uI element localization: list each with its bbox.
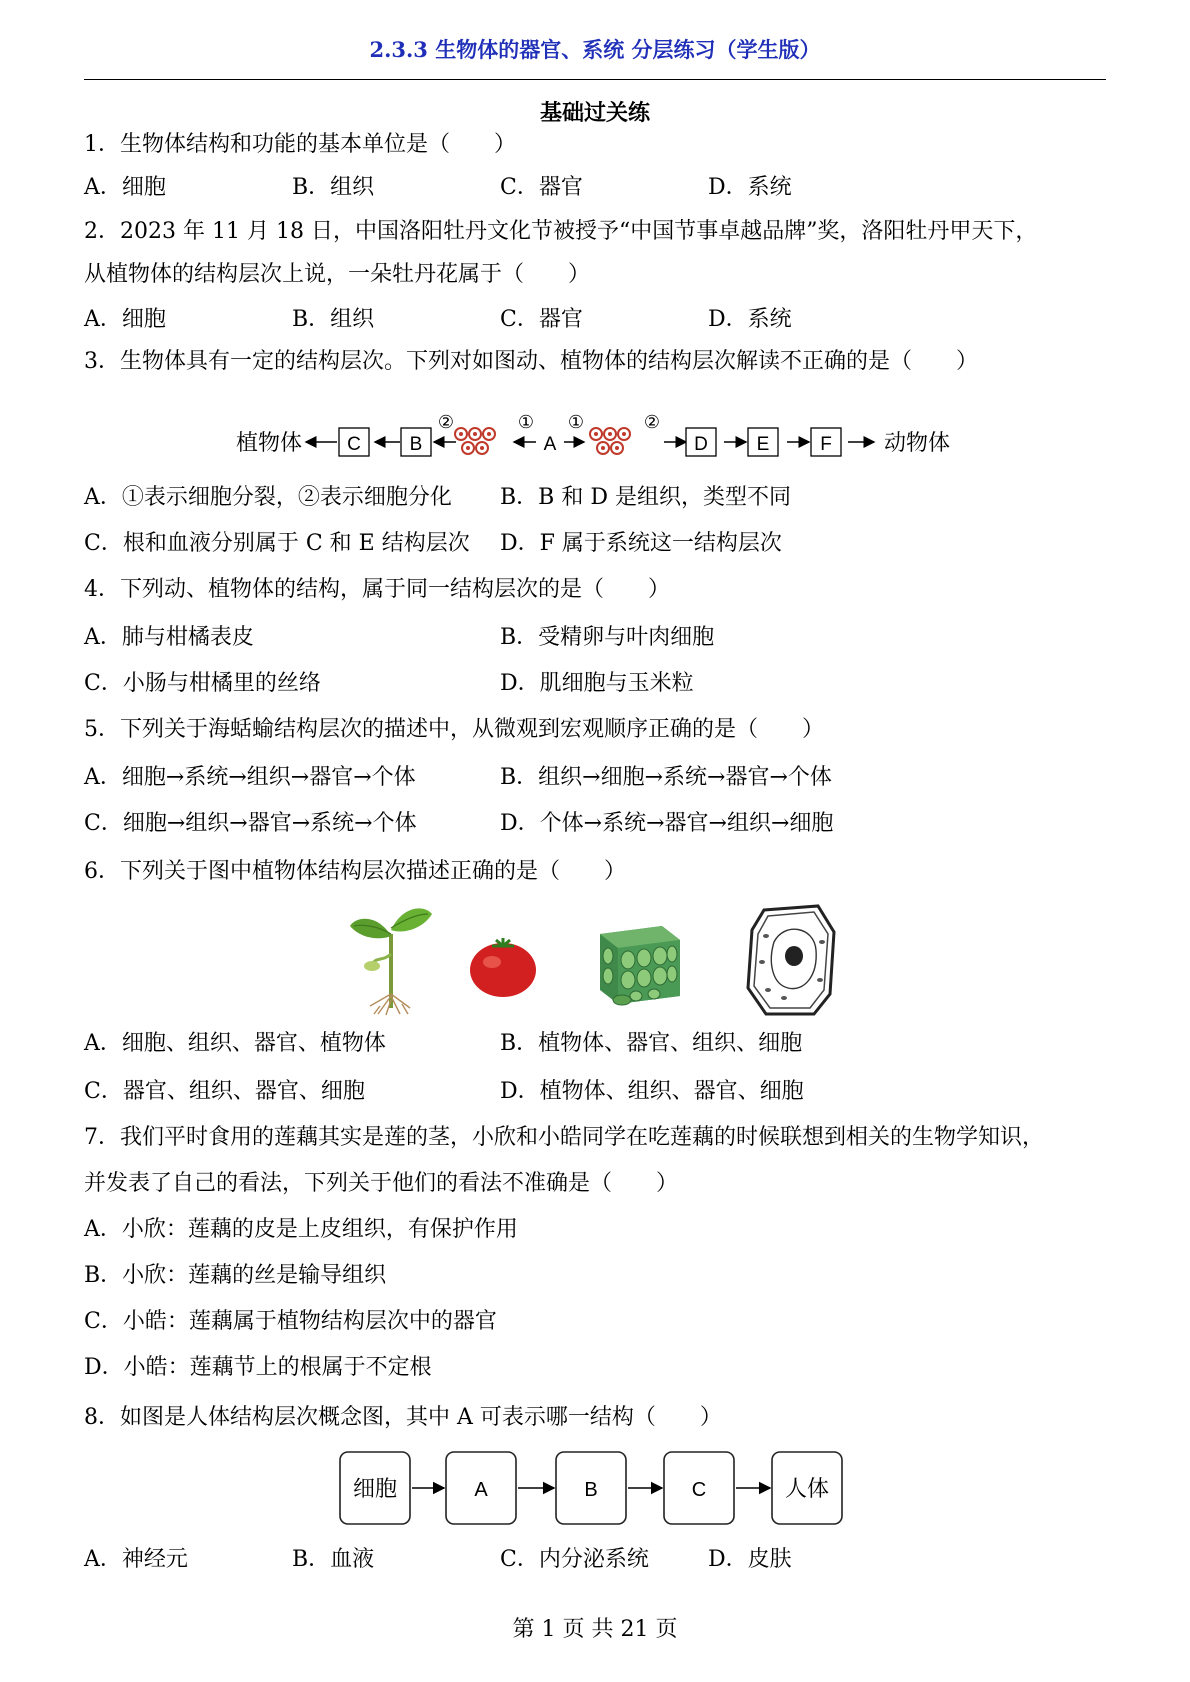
question-8-option-c: C．内分泌系统 <box>500 1547 649 1572</box>
question-3-option-d: D．F 属于系统这一结构层次 <box>500 531 782 556</box>
concept-box-b-label: B <box>584 1479 598 1501</box>
question-3-option-b: B．B 和 D 是组织，类型不同 <box>500 485 791 510</box>
diagram-mark-2-right: ② <box>643 414 661 433</box>
question-6-option-c: C．器官、组织、器官、细胞 <box>84 1079 365 1104</box>
question-7-option-d: D．小皓：莲藕节上的根属于不定根 <box>84 1355 432 1380</box>
question-7-option-c: C．小皓：莲藕属于植物结构层次中的器官 <box>84 1309 497 1334</box>
concept-box-cell-label: 细胞 <box>352 1476 398 1501</box>
question-7-option-a: A．小欣：莲藕的皮是上皮组织，有保护作用 <box>84 1217 518 1242</box>
question-2-stem-line2: 从植物体的结构层次上说，一朵牡丹花属于（ ） <box>84 262 591 287</box>
header-divider <box>84 79 1106 80</box>
question-1-option-c: C．器官 <box>500 175 583 200</box>
diagram-box-a-label: A <box>543 434 557 455</box>
tissue-icon <box>592 916 686 1008</box>
cell-cluster-left-icon <box>455 428 495 454</box>
question-5-stem: 5．下列关于海蛞蝓结构层次的描述中，从微观到宏观顺序正确的是（ ） <box>84 717 824 742</box>
question-5-option-c: C．细胞→组织→器官→系统→个体 <box>84 811 417 836</box>
question-8-stem: 8．如图是人体结构层次概念图，其中 A 可表示哪一结构（ ） <box>84 1405 722 1430</box>
diagram-box-b-label: B <box>409 434 423 455</box>
question-1-option-a: A．细胞 <box>84 175 166 200</box>
plant-cell-icon <box>744 902 838 1018</box>
diagram-box-d-label: D <box>694 434 708 455</box>
question-3-option-c: C．根和血液分别属于 C 和 E 结构层次 <box>84 531 470 556</box>
diagram-box-c-label: C <box>347 434 361 455</box>
diagram-mark-1-left: ① <box>517 414 535 433</box>
question-7-stem-line2: 并发表了自己的看法，下列关于他们的看法不准确是（ ） <box>84 1171 679 1196</box>
concept-box-a-label: A <box>474 1479 488 1501</box>
question-8-option-d: D．皮肤 <box>708 1547 792 1572</box>
diagram-mark-1-right: ① <box>567 414 585 433</box>
question-8-option-a: A．神经元 <box>84 1547 188 1572</box>
question-6-option-b: B．植物体、器官、组织、细胞 <box>500 1031 803 1056</box>
question-3-option-a: A．①表示细胞分裂，②表示细胞分化 <box>84 485 452 510</box>
concept-box-c-label: C <box>691 1479 707 1501</box>
section-title: 基础过关练 <box>539 100 650 126</box>
question-5-option-b: B．组织→细胞→系统→器官→个体 <box>500 765 832 790</box>
diagram-box-e-label: E <box>756 434 770 455</box>
question-6-option-d: D．植物体、组织、器官、细胞 <box>500 1079 804 1104</box>
question-4-option-a: A．肺与柑橘表皮 <box>84 625 254 650</box>
question-1-option-d: D．系统 <box>708 175 792 200</box>
diagram-animal-label: 动物体 <box>884 430 951 455</box>
question-4-option-b: B．受精卵与叶肉细胞 <box>500 625 715 650</box>
question-2-option-c: C．器官 <box>500 307 583 332</box>
concept-box-human-label: 人体 <box>784 1476 830 1501</box>
question-1-stem: 1．生物体结构和功能的基本单位是（ ） <box>84 132 516 157</box>
structure-level-diagram <box>234 414 954 476</box>
question-7-stem-line1: 7．我们平时食用的莲藕其实是莲的茎，小欣和小皓同学在吃莲藕的时候联想到相关的生物学知识， <box>84 1125 1045 1150</box>
diagram-plant-label: 植物体 <box>236 430 303 455</box>
question-2-option-d: D．系统 <box>708 307 792 332</box>
seedling-icon <box>348 896 434 1016</box>
cell-cluster-right-icon <box>590 428 630 454</box>
question-2-option-b: B．组织 <box>292 307 375 332</box>
question-4-option-d: D．肌细胞与玉米粒 <box>500 671 694 696</box>
question-6-option-a: A．细胞、组织、器官、植物体 <box>84 1031 386 1056</box>
question-8-option-b: B．血液 <box>292 1547 375 1572</box>
question-2-stem-line1: 2．2023 年 11 月 18 日，中国洛阳牡丹文化节被授予“中国节事卓越品牌”奖，洛阳牡丹甲天下， <box>84 219 1038 244</box>
question-4-stem: 4．下列动、植物体的结构，属于同一结构层次的是（ ） <box>84 577 670 602</box>
question-7-option-b: B．小欣：莲藕的丝是输导组织 <box>84 1263 387 1288</box>
page-number: 第 1 页 共 21 页 <box>512 1617 678 1642</box>
diagram-box-f-label: F <box>820 434 832 455</box>
question-5-option-a: A．细胞→系统→组织→器官→个体 <box>84 765 416 790</box>
question-4-option-c: C．小肠与柑橘里的丝络 <box>84 671 321 696</box>
question-2-option-a: A．细胞 <box>84 307 166 332</box>
question-3-stem: 3．生物体具有一定的结构层次。下列对如图动、植物体的结构层次解读不正确的是（ ） <box>84 349 979 374</box>
document-title: 2.3.3 生物体的器官、系统 分层练习（学生版） <box>369 37 821 62</box>
human-structure-concept-map <box>336 1446 856 1530</box>
question-6-stem: 6．下列关于图中植物体结构层次描述正确的是（ ） <box>84 859 626 884</box>
tomato-icon <box>468 934 538 998</box>
diagram-mark-2-left: ② <box>437 414 455 433</box>
question-5-option-d: D．个体→系统→器官→组织→细胞 <box>500 811 834 836</box>
question-1-option-b: B．组织 <box>292 175 375 200</box>
